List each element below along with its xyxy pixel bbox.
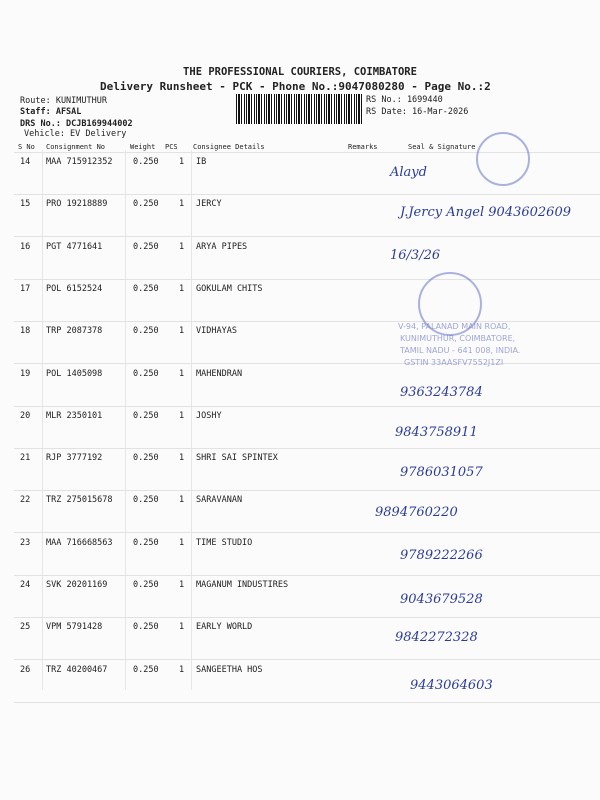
handwritten-signature: 9043679528 bbox=[400, 592, 483, 607]
weight: 0.250 bbox=[133, 368, 159, 379]
handwritten-signature: 16/3/26 bbox=[390, 248, 441, 263]
s-no: 23 bbox=[20, 537, 31, 548]
table-row bbox=[0, 538, 600, 580]
pcs: 1 bbox=[179, 622, 185, 633]
pcs: 1 bbox=[179, 664, 185, 675]
company-title: THE PROFESSIONAL COURIERS, COIMBATORE bbox=[183, 66, 417, 78]
consignee: SARAVANAN bbox=[196, 495, 243, 506]
row-divider bbox=[14, 236, 600, 237]
consignment-no: MLR 2350101 bbox=[46, 410, 103, 421]
col-remarks: Remarks bbox=[348, 143, 378, 151]
consignment-no: POL 6152524 bbox=[46, 283, 103, 294]
handwritten-signature: 9894760220 bbox=[375, 505, 458, 520]
consignee: GOKULAM CHITS bbox=[196, 283, 263, 294]
table-row bbox=[0, 622, 600, 664]
col-consignee: Consignee Details bbox=[193, 143, 265, 151]
table-row bbox=[0, 665, 600, 707]
s-no: 14 bbox=[20, 157, 31, 167]
handwritten-signature: 9789222266 bbox=[400, 548, 483, 563]
pcs: 1 bbox=[179, 326, 185, 337]
consignment-no: SVK 20201169 bbox=[46, 580, 108, 590]
weight: 0.250 bbox=[133, 326, 159, 337]
consignment-no: MAA 715912352 bbox=[46, 157, 113, 167]
consignee: JERCY bbox=[196, 199, 222, 210]
handwritten-signature: 9786031057 bbox=[400, 465, 483, 480]
consignment-no: TRZ 40200467 bbox=[46, 664, 108, 675]
consignee: VIDHAYAS bbox=[196, 326, 237, 337]
handwritten-signature: 9843758911 bbox=[395, 425, 478, 440]
vehicle: Vehicle: EV Delivery bbox=[24, 129, 127, 139]
col-pcs: PCS bbox=[165, 143, 178, 151]
row-divider bbox=[14, 406, 600, 407]
weight: 0.250 bbox=[133, 410, 159, 421]
pcs: 1 bbox=[179, 410, 185, 421]
stamp-line: V-94, PALANAD MAIN ROAD, bbox=[398, 322, 511, 331]
weight: 0.250 bbox=[133, 157, 159, 167]
handwritten-signature: J.Jercy Angel 9043602609 bbox=[400, 205, 571, 220]
consignment-no: POL 1405098 bbox=[46, 368, 103, 379]
consignment-no: MAA 716668563 bbox=[46, 537, 113, 548]
row-divider bbox=[14, 363, 600, 364]
consignee: TIME STUDIO bbox=[196, 537, 253, 548]
pcs: 1 bbox=[179, 453, 185, 464]
weight: 0.250 bbox=[133, 622, 159, 633]
weight: 0.250 bbox=[133, 199, 159, 210]
rs-number: RS No.: 1699440 bbox=[366, 95, 443, 105]
s-no: 22 bbox=[20, 495, 31, 506]
row-divider bbox=[14, 194, 600, 195]
handwritten-signature: Alayd bbox=[390, 165, 427, 180]
barcode bbox=[236, 94, 364, 124]
weight: 0.250 bbox=[133, 241, 159, 252]
row-divider bbox=[14, 490, 600, 491]
table-row bbox=[0, 369, 600, 411]
weight: 0.250 bbox=[133, 453, 159, 464]
pcs: 1 bbox=[179, 580, 185, 590]
pcs: 1 bbox=[179, 241, 185, 252]
row-divider bbox=[14, 448, 600, 449]
pcs: 1 bbox=[179, 157, 185, 167]
s-no: 21 bbox=[20, 453, 31, 464]
col-sno: S No bbox=[18, 143, 35, 151]
consignee: ARYA PIPES bbox=[196, 241, 248, 252]
s-no: 17 bbox=[20, 283, 31, 294]
weight: 0.250 bbox=[133, 537, 159, 548]
consignment-no: RJP 3777192 bbox=[46, 453, 103, 464]
s-no: 16 bbox=[20, 241, 31, 252]
stamp-line: TAMIL NADU - 641 008, INDIA. bbox=[400, 346, 521, 355]
row-divider bbox=[14, 575, 600, 576]
pcs: 1 bbox=[179, 368, 185, 379]
weight: 0.250 bbox=[133, 495, 159, 506]
runsheet-subtitle: Delivery Runsheet - PCK - Phone No.:9047080280 - Page No.:2 bbox=[100, 80, 491, 93]
consignment-no: TRZ 275015678 bbox=[46, 495, 113, 506]
weight: 0.250 bbox=[133, 580, 159, 590]
staff: Staff: AFSAL bbox=[20, 107, 82, 117]
consignee: EARLY WORLD bbox=[196, 622, 253, 633]
consignment-no: PGT 4771641 bbox=[46, 241, 103, 252]
pcs: 1 bbox=[179, 199, 185, 210]
row-divider bbox=[14, 321, 600, 322]
consignee: JOSHY bbox=[196, 410, 222, 421]
consignee: IB bbox=[196, 157, 207, 167]
s-no: 24 bbox=[20, 580, 31, 590]
consignment-no: VPM 5791428 bbox=[46, 622, 103, 633]
stamp-line: KUNIMUTHUR, COIMBATORE, bbox=[400, 334, 516, 343]
s-no: 20 bbox=[20, 410, 31, 421]
s-no: 18 bbox=[20, 326, 31, 337]
weight: 0.250 bbox=[133, 283, 159, 294]
consignee: SHRI SAI SPINTEX bbox=[196, 453, 278, 464]
row-divider bbox=[14, 659, 600, 660]
table-row bbox=[0, 495, 600, 537]
col-consignment: Consignment No bbox=[46, 143, 106, 151]
table-row bbox=[0, 580, 600, 622]
weight: 0.250 bbox=[133, 664, 159, 675]
pcs: 1 bbox=[179, 283, 185, 294]
consignment-no: TRP 2087378 bbox=[46, 326, 103, 337]
handwritten-signature: 9842272328 bbox=[395, 630, 478, 645]
col-seal-signature: Seal & Signature bbox=[408, 143, 476, 151]
consignee: SANGEETHA HOS bbox=[196, 664, 263, 675]
s-no: 26 bbox=[20, 664, 31, 675]
table-row bbox=[0, 453, 600, 495]
row-divider bbox=[14, 279, 600, 280]
handwritten-signature: 9443064603 bbox=[410, 678, 493, 693]
consignment-no: PRO 19218889 bbox=[46, 199, 108, 210]
table-row bbox=[0, 284, 600, 326]
s-no: 19 bbox=[20, 368, 31, 379]
col-weight: Weight bbox=[130, 143, 156, 151]
consignee: MAGANUM INDUSTIRES bbox=[196, 580, 289, 590]
drs-number: DRS No.: DCJB169944002 bbox=[20, 119, 133, 129]
handwritten-signature: 9363243784 bbox=[400, 385, 483, 400]
stamp-line: GSTIN 33AASFV7552J1ZI bbox=[404, 358, 504, 367]
pcs: 1 bbox=[179, 537, 185, 548]
route: Route: KUNIMUTHUR bbox=[20, 96, 107, 106]
seal-stamp bbox=[476, 132, 530, 186]
row-divider bbox=[14, 702, 600, 703]
pcs: 1 bbox=[179, 495, 185, 506]
rs-date: RS Date: 16-Mar-2026 bbox=[366, 107, 469, 117]
row-divider bbox=[14, 617, 600, 618]
consignee: MAHENDRAN bbox=[196, 368, 243, 379]
row-divider bbox=[14, 532, 600, 533]
table-row bbox=[0, 242, 600, 284]
s-no: 15 bbox=[20, 199, 31, 210]
table-row bbox=[0, 411, 600, 453]
s-no: 25 bbox=[20, 622, 31, 633]
